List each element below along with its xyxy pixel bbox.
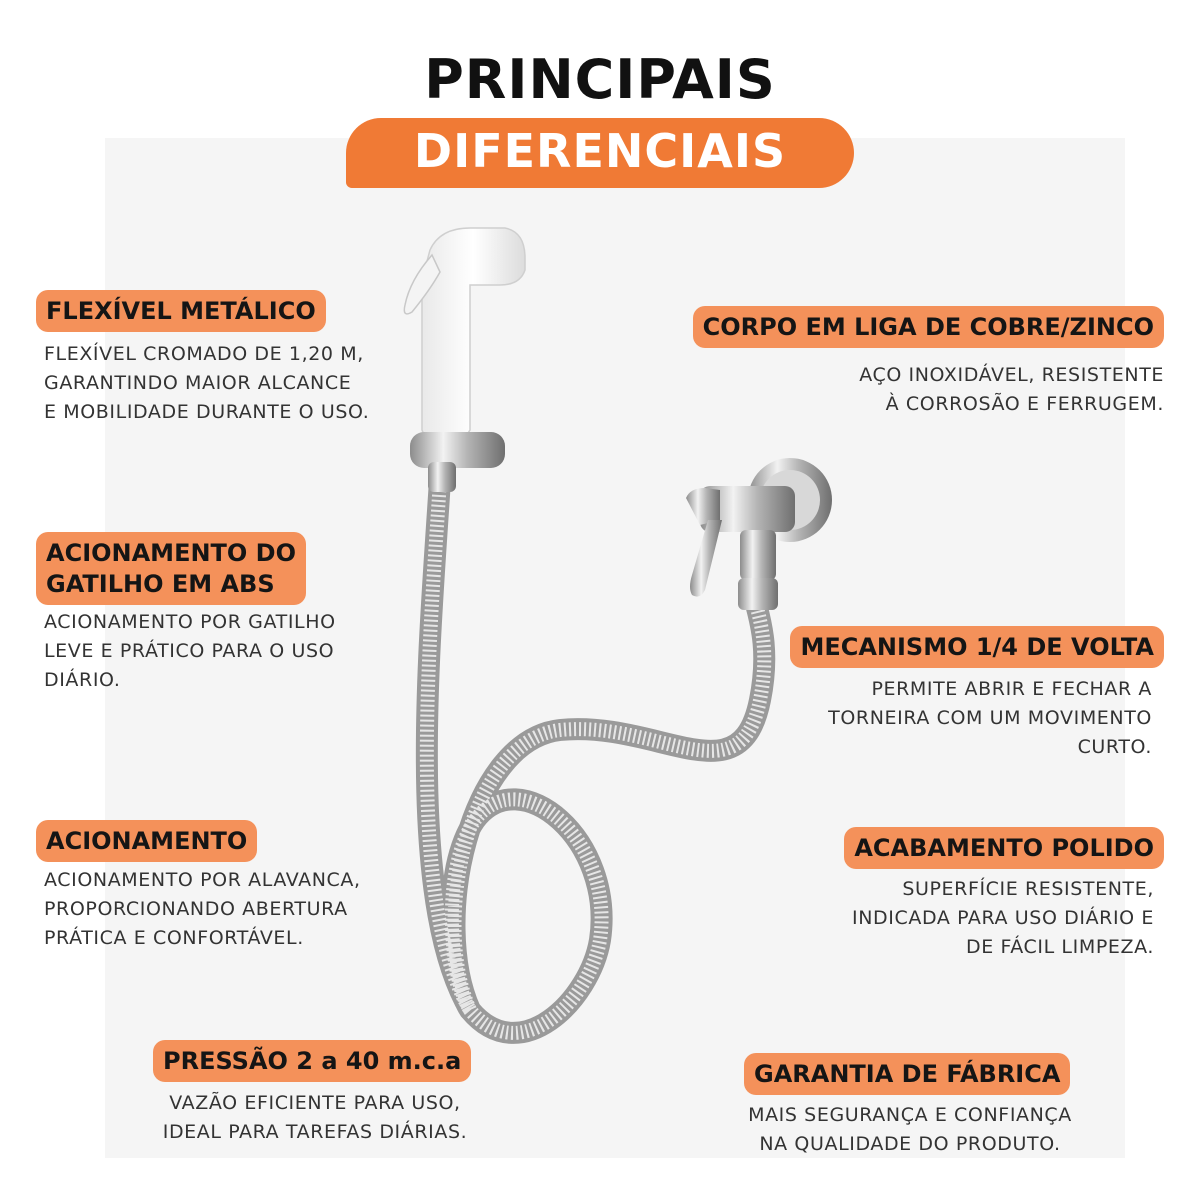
feature-description-pressure: VAZÃO EFICIENTE PARA USO, IDEAL PARA TAREFAS DIÁRIAS. xyxy=(162,1092,468,1143)
feature-description-trigger-abs: ACIONAMENTO POR GATILHO LEVE E PRÁTICO PARA O USO DIÁRIO. xyxy=(44,611,336,691)
feature-title-lever: ACIONAMENTO xyxy=(36,820,257,862)
page-subtitle: DIFERENCIAIS xyxy=(413,124,787,178)
feature-title-warranty: GARANTIA DE FÁBRICA xyxy=(744,1053,1070,1095)
feature-title-flexible-hose: FLEXÍVEL METÁLICO xyxy=(36,290,326,332)
feature-description-polished-finish: SUPERFÍCIE RESISTENTE, INDICADA PARA USO DIÁRIO E DE FÁCIL LIMPEZA. xyxy=(852,878,1154,958)
feature-title-trigger-abs: ACIONAMENTO DO GATILHO EM ABS xyxy=(36,532,306,605)
feature-title-body-alloy: CORPO EM LIGA DE COBRE/ZINCO xyxy=(693,306,1164,348)
page-title: PRINCIPAIS xyxy=(424,48,776,111)
feature-description-lever: ACIONAMENTO POR ALAVANCA, PROPORCIONANDO ABERTURA PRÁTICA E CONFORTÁVEL. xyxy=(44,869,361,949)
feature-description-warranty: MAIS SEGURANÇA E CONFIANÇA NA QUALIDADE DO PRODUTO. xyxy=(748,1104,1072,1155)
feature-description-quarter-turn: PERMITE ABRIR E FECHAR A TORNEIRA COM UM MOVIMENTO CURTO. xyxy=(828,678,1152,758)
feature-title-quarter-turn: MECANISMO 1/4 DE VOLTA xyxy=(790,626,1164,668)
feature-title-pressure: PRESSÃO 2 a 40 m.c.a xyxy=(153,1040,471,1082)
feature-description-body-alloy: AÇO INOXIDÁVEL, RESISTENTE À CORROSÃO E FERRUGEM. xyxy=(859,364,1164,415)
feature-title-polished-finish: ACABAMENTO POLIDO xyxy=(844,827,1164,869)
feature-description-flexible-hose: FLEXÍVEL CROMADO DE 1,20 M, GARANTINDO MAIOR ALCANCE E MOBILIDADE DURANTE O USO. xyxy=(44,343,370,423)
